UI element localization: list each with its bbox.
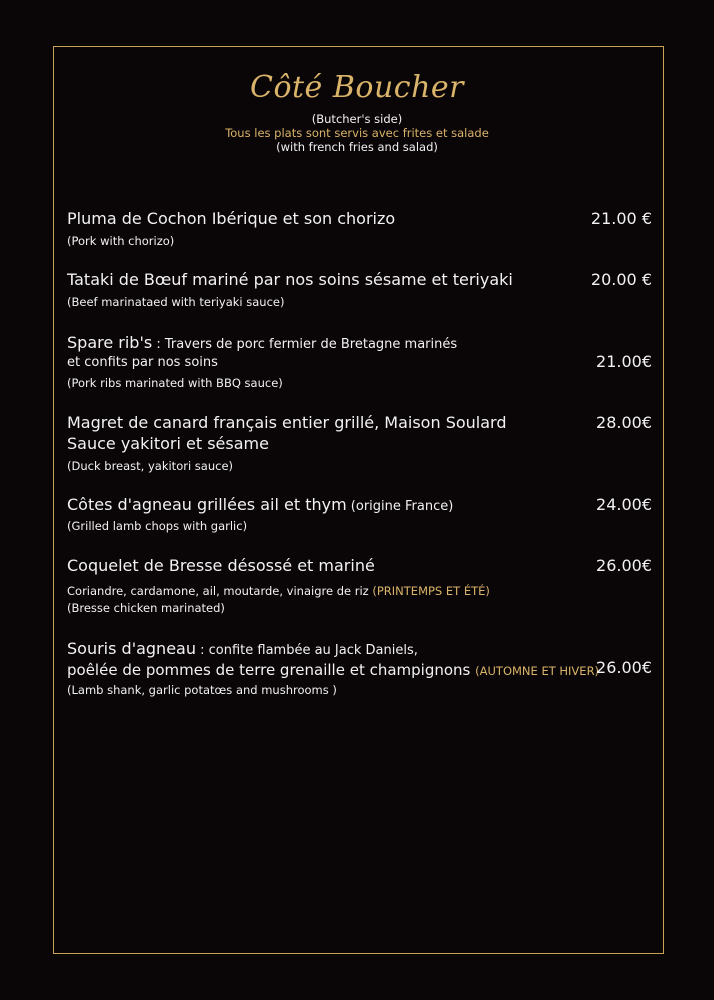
dish-name-2: Sauce yakitori et sésame	[67, 434, 269, 453]
season-label: (PRINTEMPS ET ÉTÉ)	[372, 584, 490, 598]
dish-description-2: et confits par nos soins	[67, 355, 218, 370]
dish-name: Côtes d'agneau grillées ail et thym	[67, 495, 347, 514]
dish-name-line	[67, 333, 457, 352]
dish-price: 21.00€	[596, 352, 652, 371]
dish-name: Souris d'agneau	[67, 639, 196, 658]
dish-translation: (Pork ribs marinated with BBQ sauce)	[67, 376, 283, 390]
menu-title: Côté Boucher	[249, 70, 464, 105]
dish-translation: (Duck breast, yakitori sauce)	[67, 459, 234, 473]
menu-note-en: (with french fries and salad)	[276, 140, 438, 154]
dish-description: Coriandre, cardamone, ail, moutarde, vinaigre de riz	[67, 584, 373, 598]
dish-price: 20.00 €	[590, 270, 652, 289]
dish-name: Tataki de Bœuf mariné par nos soins sésame et teriyaki	[67, 270, 513, 289]
season-label: (AUTOMNE ET HIVER)	[475, 664, 600, 678]
dish-description: : Travers de porc fermier de Bretagne marinés	[152, 337, 458, 352]
dish-name: Pluma de Cochon Ibérique et son chorizo	[67, 209, 396, 228]
dish-translation: (Grilled lamb chops with garlic)	[67, 519, 248, 533]
dish-name-line	[67, 639, 418, 658]
dish-translation: (Lamb shank, garlic potatœs and mushrooms )	[67, 683, 337, 697]
dish-name: Spare rib's	[67, 333, 153, 352]
dish-price: 26.00€	[596, 556, 652, 575]
dish-translation: (Beef marinataed with teriyaki sauce)	[67, 295, 285, 309]
menu-subtitle: (Butcher's side)	[311, 112, 403, 126]
dish-price: 24.00€	[596, 495, 652, 514]
dish-description-line	[67, 580, 490, 599]
dish-price: 26.00€	[596, 658, 652, 677]
dish-price: 28.00€	[596, 413, 652, 432]
dish-translation: (Bresse chicken marinated)	[67, 601, 225, 615]
dish-name: Magret de canard français entier grillé, Maison Soulard	[67, 413, 507, 432]
dish-translation: (Pork with chorizo)	[67, 234, 175, 248]
dish-name-2: poêlée de pommes de terre grenaille et champignons	[67, 661, 476, 679]
dish-name: Coquelet de Bresse désossé et mariné	[67, 556, 375, 575]
dish-name-line	[67, 495, 453, 514]
dish-description-line	[67, 660, 599, 679]
menu-note-fr: Tous les plats sont servis avec frites et salade	[225, 126, 489, 140]
dish-origin: (origine France)	[346, 499, 454, 514]
dish-description: : confite flambée au Jack Daniels,	[195, 643, 418, 658]
dish-price: 21.00 €	[590, 209, 652, 228]
